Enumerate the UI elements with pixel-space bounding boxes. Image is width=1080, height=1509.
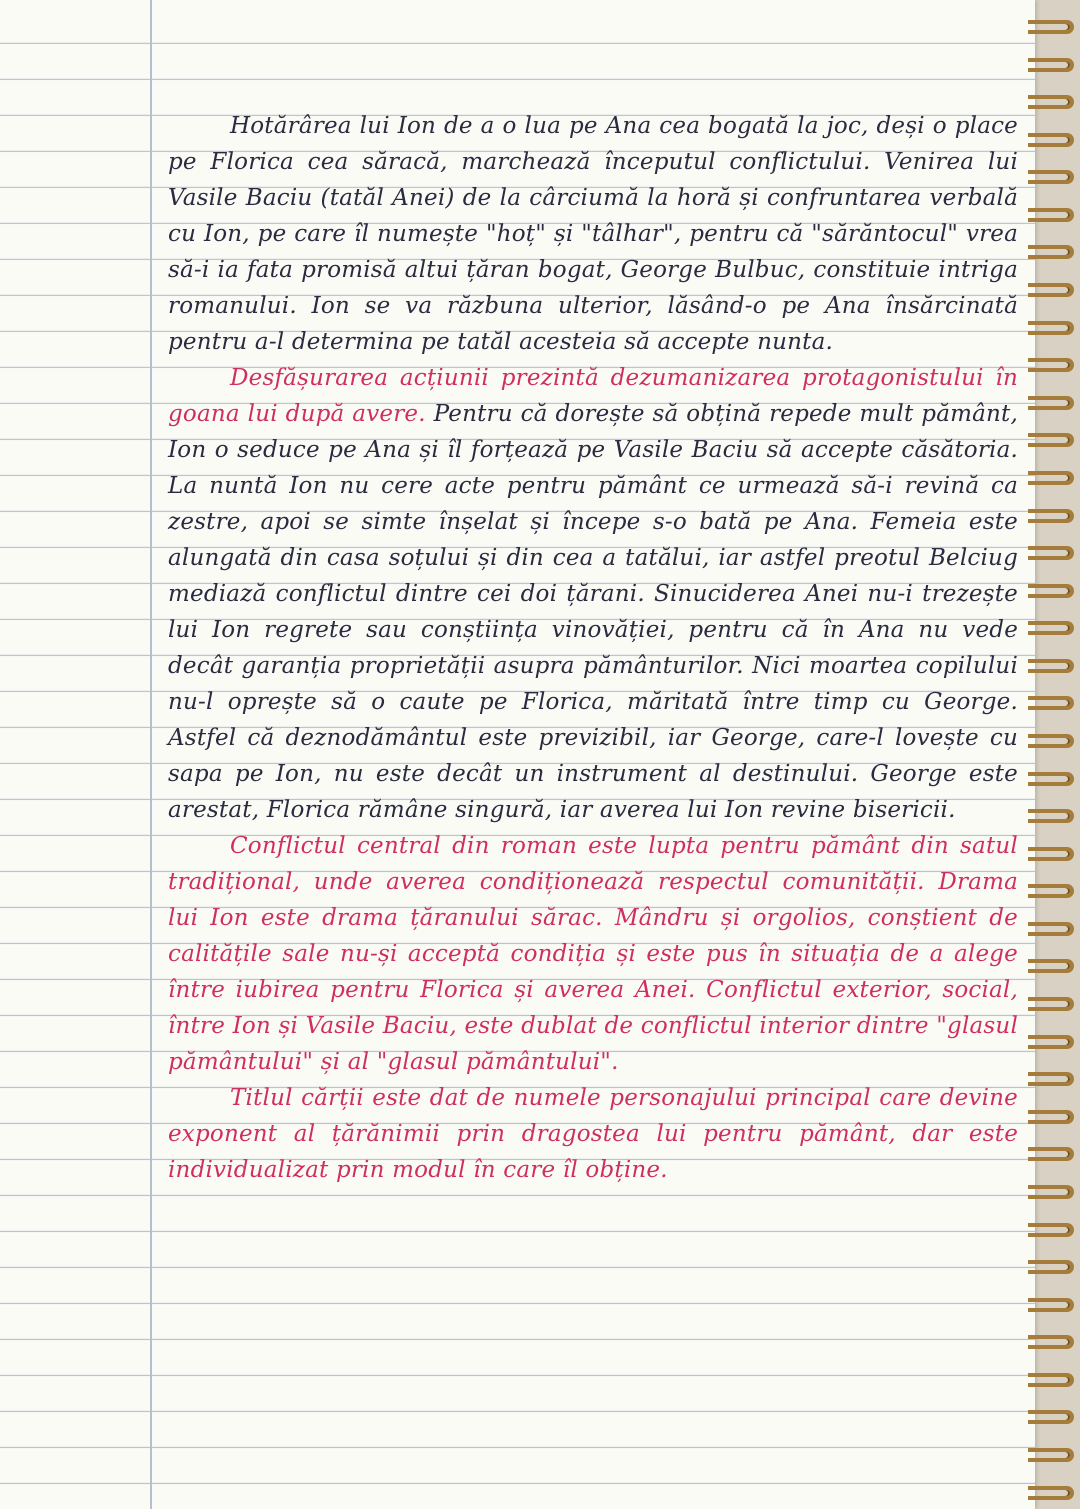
spiral-ring bbox=[1028, 20, 1074, 34]
spiral-ring bbox=[1028, 922, 1074, 936]
spiral-ring bbox=[1028, 321, 1074, 335]
spiral-ring bbox=[1028, 1410, 1074, 1424]
spiral-ring bbox=[1028, 1185, 1074, 1199]
paragraph-title-meaning: Titlul cărții este dat de numele personajului principal care devine exponent al țărănimii prin dragostea lui pentru pământ, dar este individualizat prin modul în care îl obține. bbox=[168, 1085, 1018, 1183]
spiral-ring bbox=[1028, 997, 1074, 1011]
spiral-ring bbox=[1028, 396, 1074, 410]
spiral-ring bbox=[1028, 471, 1074, 485]
paragraph-development bbox=[168, 360, 1018, 828]
spiral-ring bbox=[1028, 1223, 1074, 1237]
spiral-ring bbox=[1028, 1035, 1074, 1049]
spiral-ring bbox=[1028, 772, 1074, 786]
spiral-ring bbox=[1028, 1373, 1074, 1387]
spiral-ring bbox=[1028, 1072, 1074, 1086]
spiral-ring bbox=[1028, 58, 1074, 72]
spiral-ring bbox=[1028, 546, 1074, 560]
spiral-ring bbox=[1028, 1486, 1074, 1500]
paragraph-development-heading: Desfășurarea acțiunii prezintă dezumanizarea protagonistului în goana lui după avere. bbox=[168, 365, 1018, 427]
handwritten-text bbox=[168, 108, 1018, 1188]
spiral-ring bbox=[1028, 884, 1074, 898]
spiral-ring bbox=[1028, 1448, 1074, 1462]
spiral-ring bbox=[1028, 95, 1074, 109]
spiral-ring bbox=[1028, 696, 1074, 710]
spiral-ring bbox=[1028, 509, 1074, 523]
spiral-ring bbox=[1028, 358, 1074, 372]
spiral-ring bbox=[1028, 847, 1074, 861]
spiral-ring bbox=[1028, 1260, 1074, 1274]
spiral-binding bbox=[1020, 20, 1080, 1500]
spiral-ring bbox=[1028, 170, 1074, 184]
spiral-ring bbox=[1028, 584, 1074, 598]
paragraph-exposition: Hotărârea lui Ion de a o lua pe Ana cea bogată la joc, deși o place pe Florica cea săracă, marchează începutul conflictului. Venirea lui Vasile Baciu (tatăl Anei) de la cârciumă la horă și confruntarea verbală cu Ion, pe care îl numește "hoț" și "tâlhar", pentru că "sărăntocul" vrea să-i ia fata promisă altui țăran bogat, George Bulbuc, constituie intriga romanului. Ion se va răzbuna ulterior, lăsând-o pe Ana însărcinată pentru a-l determina pe tatăl acesteia să accepte nunta. bbox=[168, 113, 1018, 355]
spiral-ring bbox=[1028, 734, 1074, 748]
spiral-ring bbox=[1028, 1147, 1074, 1161]
spiral-ring bbox=[1028, 659, 1074, 673]
spiral-ring bbox=[1028, 1110, 1074, 1124]
spiral-ring bbox=[1028, 283, 1074, 297]
spiral-ring bbox=[1028, 621, 1074, 635]
spiral-ring bbox=[1028, 208, 1074, 222]
spiral-ring bbox=[1028, 809, 1074, 823]
spiral-ring bbox=[1028, 1335, 1074, 1349]
spiral-ring bbox=[1028, 133, 1074, 147]
paragraph-central-conflict: Conflictul central din roman este lupta pentru pământ din satul tradițional, unde averea condiționează respectul comunității. Drama lui Ion este drama țăranului sărac. Mândru și orgolios, conștient de calitățile sale nu-și acceptă condiția și este pus în situația de a alege între iubirea pentru Florica și averea Anei. Conflictul exterior, social, între Ion și Vasile Baciu, este dublat de conflictul interior dintre "glasul pământului" și al "glasul pământului". bbox=[168, 833, 1018, 1075]
spiral-ring bbox=[1028, 433, 1074, 447]
spiral-ring bbox=[1028, 245, 1074, 259]
paragraph-development-body: Pentru că dorește să obțină repede mult pământ, Ion o seduce pe Ana și îl forțează pe Vasile Baciu să accepte căsătoria. La nuntă Ion nu cere acte pentru pământ ce urmează să-i revină ca zestre, apoi se simte înșelat și începe s-o bată pe Ana. Femeia este alungată din casa soțului și din cea a tatălui, iar astfel preotul Belciug mediază conflictul dintre cei doi țărani. Sinuciderea Anei nu-i trezește lui Ion regrete sau conștiința vinovăției, pentru că în Ana nu vede decât garanția proprietății asupra pământurilor. Nici moartea copilului nu-l oprește să o caute pe Florica, măritată între timp cu George. Astfel că deznodământul este previzibil, iar George, care-l lovește cu sapa pe Ion, nu este decât un instrument al destinului. George este arestat, Florica rămâne singură, iar averea lui Ion revine bisericii. bbox=[168, 401, 1019, 823]
spiral-ring bbox=[1028, 959, 1074, 973]
spiral-ring bbox=[1028, 1298, 1074, 1312]
margin-line bbox=[150, 0, 152, 1509]
